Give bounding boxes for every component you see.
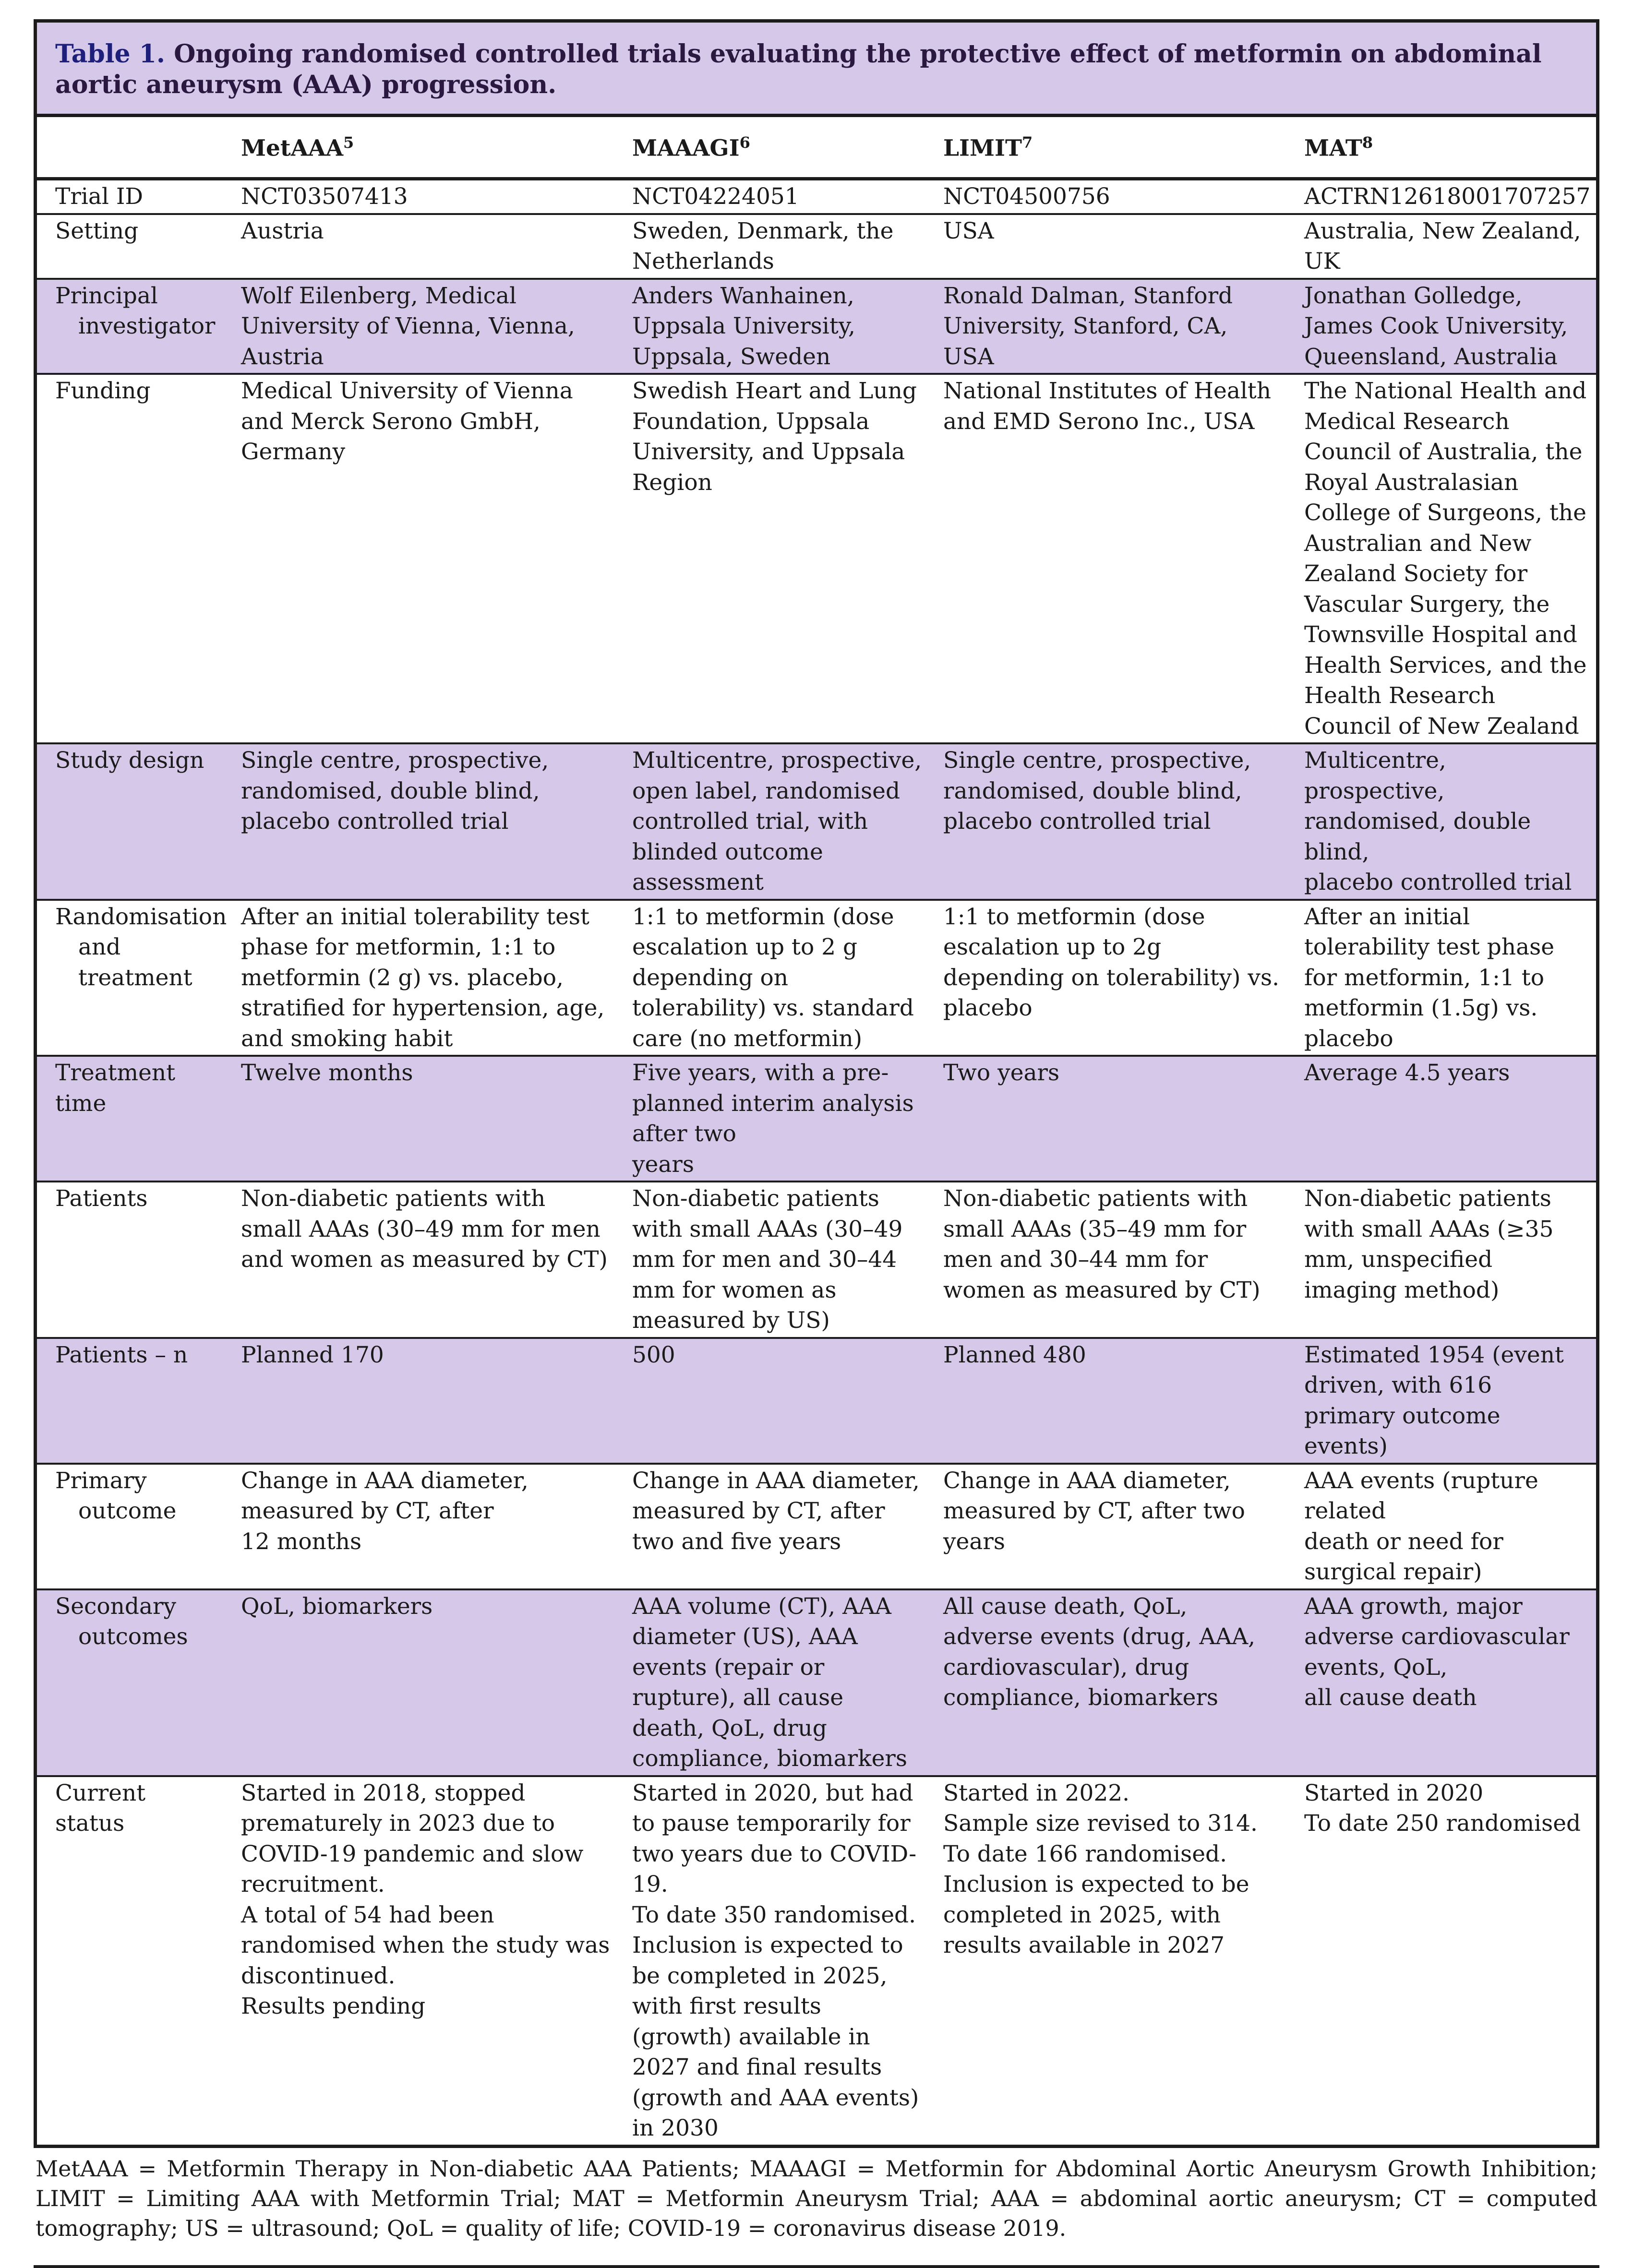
row-label-line1: Patients – n [55, 1341, 188, 1368]
row-label-line1: Randomisation [55, 903, 227, 930]
row-label-line1: Secondary [55, 1593, 177, 1620]
table-cell: Five years, with a pre-planned interim analysis after two years [618, 1056, 929, 1182]
table-cell: Change in AAA diameter, measured by CT, after 12 months [227, 1464, 618, 1589]
table-cell: AAA volume (CT), AAA diameter (US), AAA events (repair or rupture), all cause death, QoL, drug compliance, biomarkers [618, 1589, 929, 1776]
table-cell: 1:1 to metformin (dose escalation up to 2 g depending on tolerability) vs. standard care (no metformin) [618, 900, 929, 1056]
column-header-ref: 7 [1022, 133, 1033, 152]
table-cell: Multicentre, prospective, open label, randomised controlled trial, with blinded outcome assessment [618, 743, 929, 900]
table-row [37, 279, 1596, 374]
table-row [37, 1464, 1596, 1589]
table-cell: Australia, New Zealand, UK [1290, 214, 1596, 279]
table-cell: Change in AAA diameter, measured by CT, after two years [929, 1464, 1290, 1589]
row-label [37, 1589, 227, 1776]
table-cell: Medical University of Vienna and Merck Serono GmbH, Germany [227, 374, 618, 743]
row-label-line1: Patients [55, 1185, 148, 1212]
table-cell: After an initial tolerability test phase for metformin, 1:1 to metformin (2 g) vs. placebo, stratified for hypertension, age, and smoking habit [227, 900, 618, 1056]
column-header-ref: 5 [343, 133, 354, 152]
column-header-name: MAT [1304, 135, 1362, 162]
table-cell: Single centre, prospective, randomised, double blind, placebo controlled trial [227, 743, 618, 900]
table-row [37, 1182, 1596, 1338]
table-footnote: MetAAA = Metformin Therapy in Non-diabetic AAA Patients; MAAAGI = Metformin for Abdominal Aortic Aneurysm Growth Inhibition; LIMIT = Limiting AAA with Metformin Trial; MAT = Metformin Aneurysm Trial; AAA = abdominal aortic aneurysm; CT = computed tomography; US = ultrasound; QoL = quality of life; COVID-19 = coronavirus disease 2019. [36, 2155, 1597, 2241]
caption-text: Ongoing randomised controlled trials evaluating the protective effect of metformin on abdominal aortic aneurysm (AAA) progression. [55, 39, 1542, 99]
table-cell: Ronald Dalman, Stanford University, Stanford, CA, USA [929, 279, 1290, 374]
table-cell: National Institutes of Health and EMD Serono Inc., USA [929, 374, 1290, 743]
table-body [37, 179, 1596, 2145]
column-header [227, 117, 618, 179]
row-label [37, 900, 227, 1056]
table-cell: NCT04224051 [618, 179, 929, 214]
column-header-name: LIMIT [943, 135, 1022, 162]
table-row [37, 1776, 1596, 2145]
table-cell: NCT04500756 [929, 179, 1290, 214]
table-cell: Started in 2020, but had to pause temporarily for two years due to COVID-19. To date 350 randomised. Inclusion is expected to be completed in 2025, with first results (growth) available in 2027 and final results (growth and AAA events) in 2030 [632, 1779, 919, 2142]
row-label [37, 743, 227, 900]
table-frame [34, 19, 1599, 2148]
row-label [37, 1182, 227, 1338]
row-label [37, 374, 227, 743]
table-cell: Average 4.5 years [1290, 1056, 1596, 1182]
trials-table [37, 117, 1596, 2145]
table-cell: Wolf Eilenberg, Medical University of Vienna, Vienna, Austria [227, 279, 618, 374]
table-cell: Started in 2020 To date 250 randomised [1304, 1779, 1581, 1837]
table-row [37, 214, 1596, 279]
table-cell: Non-diabetic patients with small AAAs (≥35 mm, unspecified imaging method) [1290, 1182, 1596, 1338]
row-label-line1: Primary [55, 1467, 147, 1494]
row-label [37, 1776, 227, 2145]
table-cell: Two years [929, 1056, 1290, 1182]
table-row [37, 900, 1596, 1056]
table-row [37, 743, 1596, 900]
column-header-ref: 6 [739, 133, 750, 152]
table-cell: Estimated 1954 (event driven, with 616 primary outcome events) [1290, 1338, 1596, 1464]
bottom-rule [34, 2265, 1599, 2268]
row-label-line1: Current status [55, 1779, 146, 1837]
table-row [37, 1589, 1596, 1776]
table-cell: Anders Wanhainen, Uppsala University, Uppsala, Sweden [618, 279, 929, 374]
row-label-line1: Study design [55, 747, 204, 774]
table-cell: The National Health and Medical Research Council of Australia, the Royal Australasian College of Surgeons, the Australian and New Zealand Society for Vascular Surgery, the Townsville Hospital and Health Services, and the Health Research Council of New Zealand [1290, 374, 1596, 743]
row-label [37, 1464, 227, 1589]
column-header-ref: 8 [1362, 133, 1373, 152]
row-label [37, 1338, 227, 1464]
table-cell: Jonathan Golledge, James Cook University, Queensland, Australia [1290, 279, 1596, 374]
row-label [37, 279, 227, 374]
table-cell: AAA events (rupture related death or need for surgical repair) [1290, 1464, 1596, 1589]
table-cell: After an initial tolerability test phase for metformin, 1:1 to metformin (1.5g) vs. placebo [1290, 900, 1596, 1056]
table-cell: Non-diabetic patients with small AAAs (30–49 mm for men and 30–44 mm for women as measured by US) [618, 1182, 929, 1338]
table-cell: Swedish Heart and Lung Foundation, Uppsala University, and Uppsala Region [618, 374, 929, 743]
table-cell: Started in 2018, stopped prematurely in 2023 due to COVID-19 pandemic and slow recruitment. A total of 54 had been randomised when the study was discontinued. Results pending [241, 1779, 610, 2020]
table-cell: 500 [618, 1338, 929, 1464]
row-label-line1: Principal [55, 282, 158, 309]
row-label-line1: Setting [55, 217, 139, 244]
row-label-line2: and treatment [78, 934, 192, 991]
table-cell: AAA growth, major adverse cardiovascular events, QoL, all cause death [1290, 1589, 1596, 1776]
table-cell: Planned 170 [227, 1338, 618, 1464]
column-header [929, 117, 1290, 179]
table-cell: Twelve months [227, 1056, 618, 1182]
row-label-line2: outcomes [78, 1623, 188, 1650]
table-cell: Started in 2022. Sample size revised to 314. To date 166 randomised. Inclusion is expected to be completed in 2025, with results available in 2027 [943, 1779, 1258, 1959]
table-row [37, 1338, 1596, 1464]
table-cell: Non-diabetic patients with small AAAs (30–49 mm for men and women as measured by CT) [227, 1182, 618, 1338]
table-row [37, 1056, 1596, 1182]
table-cell: USA [929, 214, 1290, 279]
column-header [1290, 117, 1596, 179]
column-header-name: MetAAA [241, 135, 344, 162]
table-cell: Single centre, prospective, randomised, double blind, placebo controlled trial [929, 743, 1290, 900]
row-label-line2: outcome [78, 1498, 177, 1525]
column-header-name: MAAAGI [632, 135, 740, 162]
table-cell: ACTRN12618001707257 [1290, 179, 1596, 214]
table-row [37, 179, 1596, 214]
table-row [37, 374, 1596, 743]
table-cell: Planned 480 [929, 1338, 1290, 1464]
row-label-line1: Trial ID [55, 183, 144, 210]
table-cell: NCT03507413 [227, 179, 618, 214]
table-cell: Multicentre, prospective, randomised, double blind, placebo controlled trial [1290, 743, 1596, 900]
caption-label: Table 1. [55, 39, 165, 69]
table-cell: Sweden, Denmark, the Netherlands [618, 214, 929, 279]
row-label-line1: Treatment time [55, 1060, 176, 1117]
table-cell: All cause death, QoL, adverse events (drug, AAA, cardiovascular), drug compliance, biomarkers [929, 1589, 1290, 1776]
header-blank [37, 117, 227, 179]
row-label [37, 179, 227, 214]
table-cell: Austria [227, 214, 618, 279]
row-label [37, 214, 227, 279]
header-row [37, 117, 1596, 179]
table-cell: Change in AAA diameter, measured by CT, after two and five years [618, 1464, 929, 1589]
table-figure [34, 19, 1599, 2268]
column-header [618, 117, 929, 179]
row-label-line2: investigator [78, 313, 216, 340]
row-label-line1: Funding [55, 378, 151, 405]
table-cell: 1:1 to metformin (dose escalation up to 2g depending on tolerability) vs. placebo [929, 900, 1290, 1056]
table-cell: QoL, biomarkers [227, 1589, 618, 1776]
table-cell: Non-diabetic patients with small AAAs (35–49 mm for men and 30–44 mm for women as measured by CT) [929, 1182, 1290, 1338]
table-caption [37, 23, 1596, 117]
row-label [37, 1056, 227, 1182]
